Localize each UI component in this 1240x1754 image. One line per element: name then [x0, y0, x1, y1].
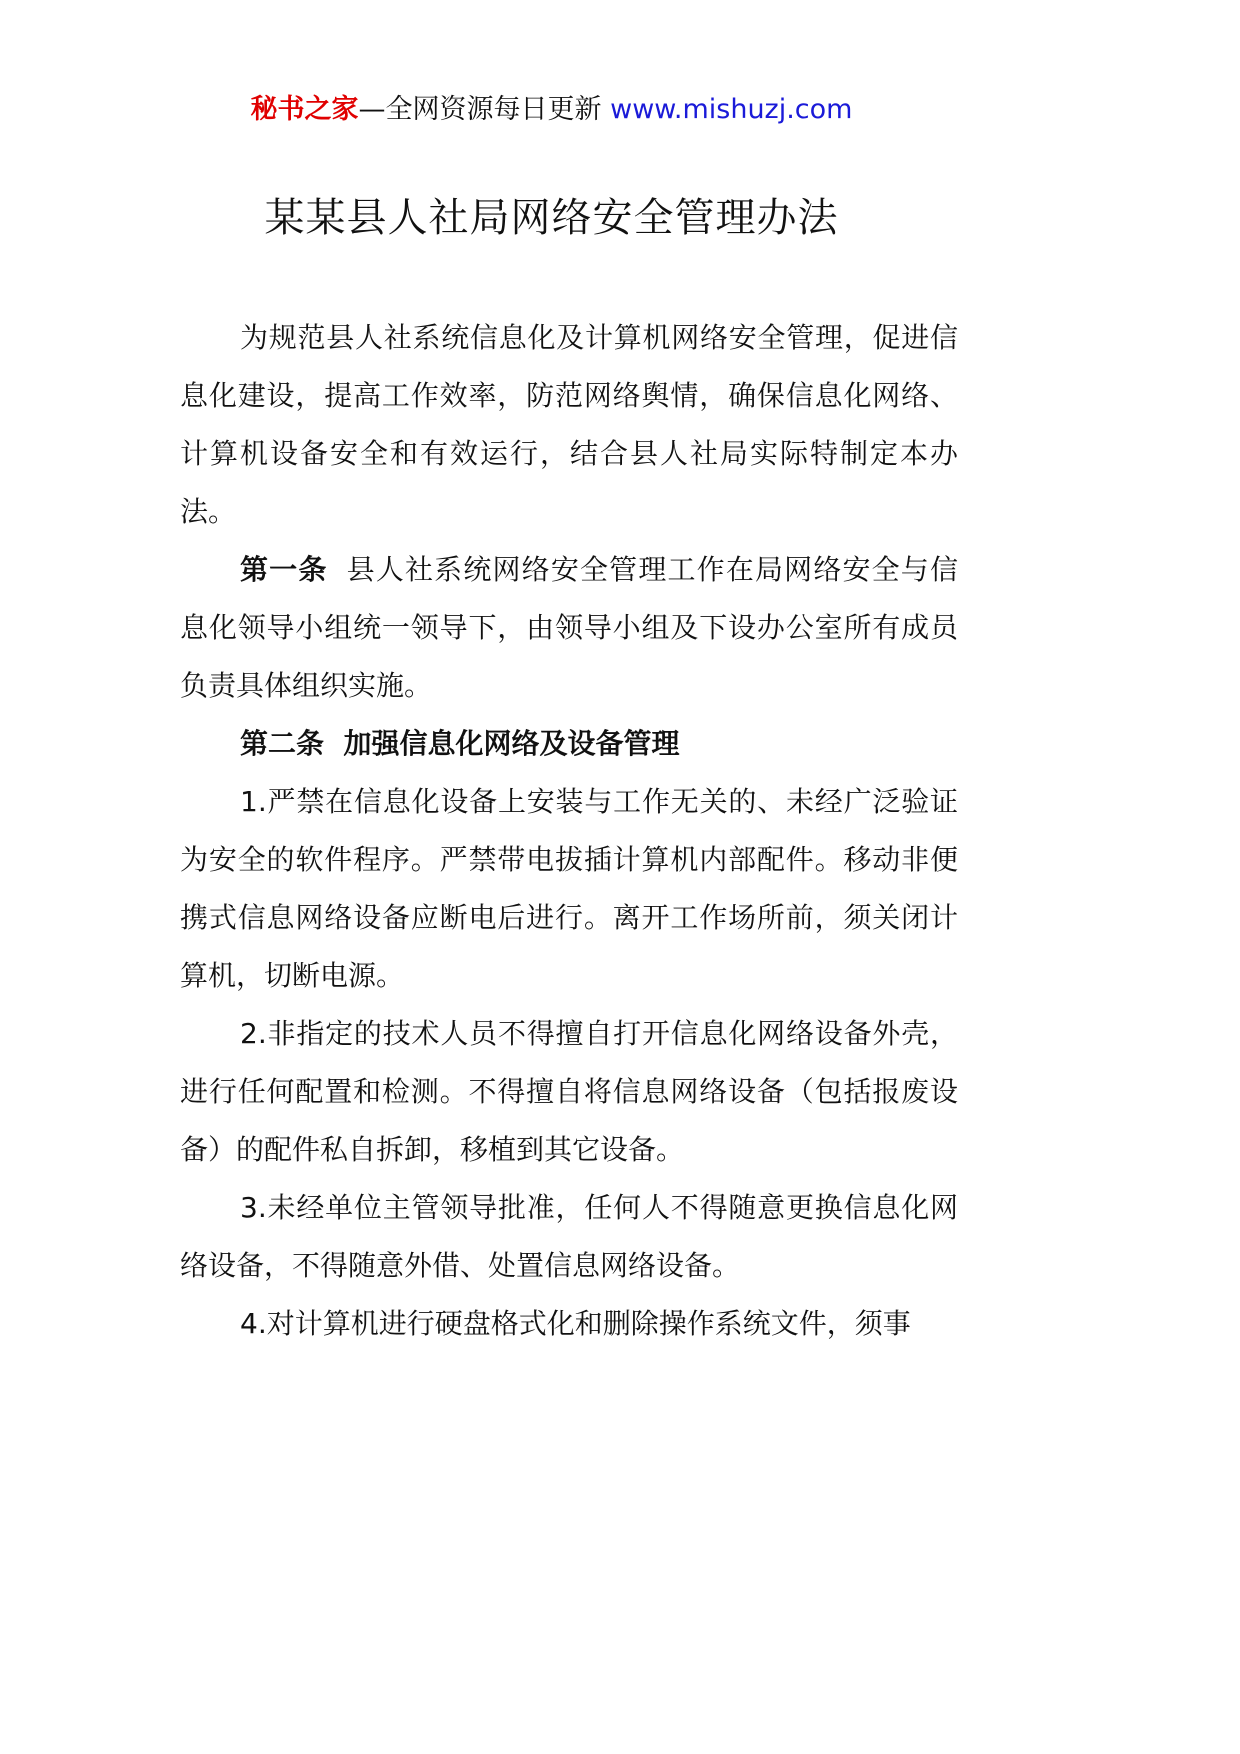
article-1-paragraph: [180, 541, 958, 715]
list-item-1: 1.严禁在信息化设备上安装与工作无关的、未经广泛验证为安全的软件程序。严禁带电拔插计算机内部配件。移动非便携式信息网络设备应断电后进行。离开工作场所前，须关闭计算机，切断电源。: [180, 785, 958, 992]
document-body: [180, 309, 958, 1353]
site-url-link[interactable]: www.mishuzj.com: [610, 94, 853, 125]
site-brand: 秘书之家: [250, 94, 359, 125]
article-1-label: 第一条: [240, 553, 328, 586]
site-header: [0, 92, 1103, 128]
list-item-4: 4.对计算机进行硬盘格式化和删除操作系统文件，须事: [240, 1307, 911, 1340]
article-2-heading: 第二条 加强信息化网络及设备管理: [240, 727, 680, 760]
article-1-text: 县人社系统网络安全管理工作在局网络安全与信息化领导小组统一领导下，由领导小组及下设办公室所有成员负责具体组织实施。: [180, 553, 958, 702]
document-title: 某某县人社局网络安全管理办法: [264, 195, 839, 241]
intro-paragraph: 为规范县人社系统信息化及计算机网络安全管理，促进信息化建设，提高工作效率，防范网络舆情，确保信息化网络、计算机设备安全和有效运行，结合县人社局实际特制定本办法。: [180, 321, 958, 528]
site-tagline: —全网资源每日更新: [358, 94, 602, 125]
list-item-2: 2.非指定的技术人员不得擅自打开信息化网络设备外壳，进行任何配置和检测。不得擅自将信息网络设备（包括报废设备）的配件私自拆卸，移植到其它设备。: [180, 1017, 958, 1166]
list-item-3: 3.未经单位主管领导批准，任何人不得随意更换信息化网络设备，不得随意外借、处置信息网络设备。: [180, 1191, 958, 1282]
